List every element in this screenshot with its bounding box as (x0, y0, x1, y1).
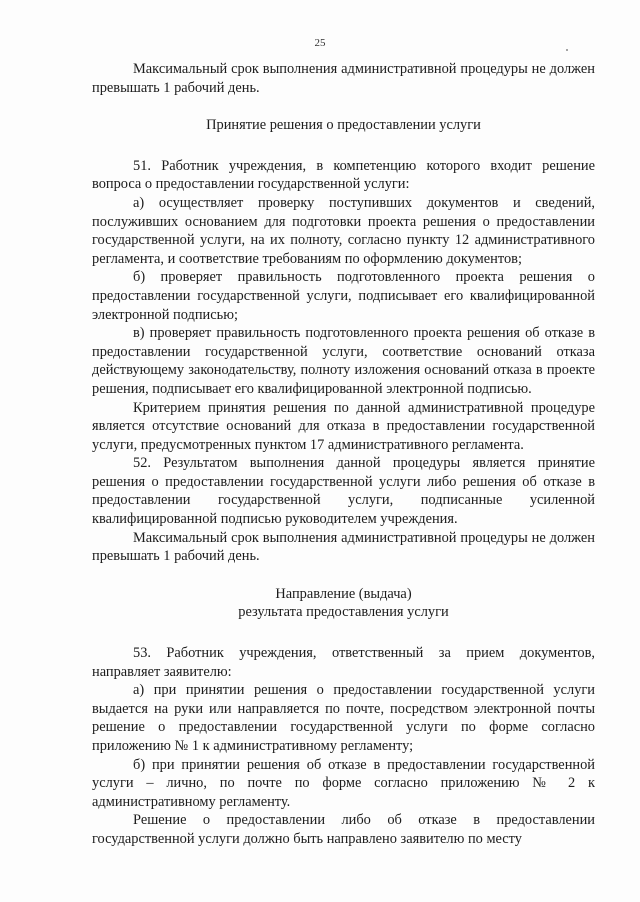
paragraph-criterion: Критерием принятия решения по данной административной процедуре является отсутствие оснований для отказа в предоставлении государственной услуги, предусмотренных пунктом 17 административного регламента. (92, 399, 595, 453)
document-body (92, 60, 595, 849)
paragraph-final: Решение о предоставлении либо об отказе в предоставлении государственной услуги должно быть направлено заявителю по месту (92, 812, 595, 847)
section-heading-delivery-line1: Направление (выдача) (275, 585, 412, 602)
spacer (92, 622, 595, 644)
paragraph-53: 53. Работник учреждения, ответственный за прием документов, направляет заявителю: (92, 645, 595, 680)
paragraph-51-c: в) проверяет правильность подготовленного проекта решения об отказе в предоставлении государственной услуги, соответствие оснований отказа действующему законодательству, полноту изложения оснований отказа в проекте решения, подписывает его квалифицированной электронной подписью. (92, 325, 595, 397)
scan-speck (566, 49, 568, 51)
spacer (92, 135, 595, 157)
paragraph-51-b: б) проверяет правильность подготовленного проекта решения о предоставлении государственной услуги, подписывает его квалифицированной электронной подписью; (92, 269, 595, 323)
page-number: 25 (314, 37, 326, 49)
paragraph-53-b: б) при принятии решения об отказе в предоставлении государственной услуги – лично, по почте по форме согласно приложению № 2 к административному регламенту. (92, 756, 595, 810)
paragraph-max-term-1: Максимальный срок выполнения административной процедуры не должен превышать 1 рабочий день. (92, 61, 595, 96)
spacer (92, 566, 595, 585)
paragraph-52: 52. Результатом выполнения данной процедуры является принятие решения о предоставлении государственной услуги либо решения об отказе в предоставлении государственной услуги, подписанные усиленной квалифицированной подписью руководителем учреждения. (92, 455, 595, 528)
section-heading-decision: Принятие решения о предоставлении услуги (206, 117, 481, 134)
section-heading-delivery-line2: результата предоставления услуги (238, 604, 449, 621)
paragraph-53-a: а) при принятии решения о предоставлении государственной услуги выдается на руки или направляется по почте, посредством электронной почты решение о предоставлении государственной услуги по форме согласно приложению № 1 к административному регламенту; (92, 682, 595, 754)
spacer (92, 97, 595, 116)
paragraph-51-a: а) осуществляет проверку поступивших документов и сведений, послуживших основанием для подготовки проекта решения о предоставлении государственной услуги, на их полноту, согласно пункту 12 административного регламента, и соответствие требованиям по оформлению документов; (92, 194, 595, 267)
paragraph-51: 51. Работник учреждения, в компетенцию которого входит решение вопроса о предоставлении государственной услуги: (92, 157, 595, 193)
paragraph-max-term-2: Максимальный срок выполнения административной процедуры не должен превышать 1 рабочий день. (92, 529, 595, 565)
